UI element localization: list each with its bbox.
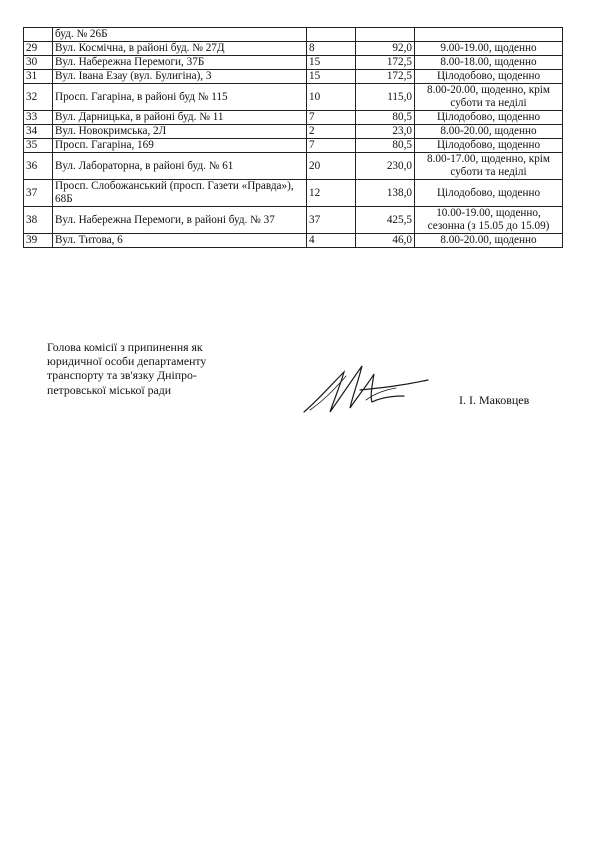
spaces-count-cell [307, 28, 356, 42]
spaces-count-cell: 7 [307, 139, 356, 153]
row-number-cell [24, 28, 53, 42]
row-number-cell: 33 [24, 111, 53, 125]
table-row [24, 28, 563, 42]
position-line: юридичної особи департаменту [47, 354, 207, 369]
hours-cell: Цілодобово, щоденно [415, 180, 563, 207]
signoff-position [47, 340, 247, 397]
table-row [24, 153, 563, 180]
table-row [24, 139, 563, 153]
address-cell: Просп. Слобожанський (просп. Газети «Правда»), 68Б [53, 180, 307, 207]
handwritten-signature [300, 350, 430, 420]
table-row [24, 84, 563, 111]
address-cell: Вул. Набережна Перемоги, в районі буд. № 37 [53, 207, 307, 234]
area-cell: 425,5 [356, 207, 415, 234]
hours-cell: Цілодобово, щоденно [415, 139, 563, 153]
row-number-cell: 39 [24, 234, 53, 248]
hours-cell: 8.00-17.00, щоденно, крім суботи та неділі [415, 153, 563, 180]
row-number-cell: 29 [24, 42, 53, 56]
spaces-count-cell: 15 [307, 70, 356, 84]
area-cell: 23,0 [356, 125, 415, 139]
row-number-cell: 38 [24, 207, 53, 234]
area-cell: 230,0 [356, 153, 415, 180]
area-cell: 46,0 [356, 234, 415, 248]
spaces-count-cell: 12 [307, 180, 356, 207]
position-line: Голова комісії з припинення як [47, 340, 203, 354]
hours-cell: 8.00-20.00, щоденно [415, 125, 563, 139]
table-row [24, 111, 563, 125]
address-cell: Вул. Івана Езау (вул. Булигіна), 3 [53, 70, 307, 84]
spaces-count-cell: 2 [307, 125, 356, 139]
address-cell: Просп. Гагаріна, в районі буд № 115 [53, 84, 307, 111]
hours-cell: 10.00-19.00, щоденно, сезонна (з 15.05 до 15.09) [415, 207, 563, 234]
parking-schedule-table [23, 27, 563, 248]
spaces-count-cell: 8 [307, 42, 356, 56]
table-row [24, 207, 563, 234]
address-cell: Вул. Космічна, в районі буд. № 27Д [53, 42, 307, 56]
hours-cell: 9.00-19.00, щоденно [415, 42, 563, 56]
row-number-cell: 37 [24, 180, 53, 207]
hours-cell: Цілодобово, щоденно [415, 111, 563, 125]
table-row [24, 70, 563, 84]
table-row [24, 234, 563, 248]
area-cell: 80,5 [356, 111, 415, 125]
hours-cell: 8.00-20.00, щоденно [415, 234, 563, 248]
hours-cell: Цілодобово, щоденно [415, 70, 563, 84]
area-cell: 138,0 [356, 180, 415, 207]
position-line: петровської міської ради [47, 382, 172, 397]
address-cell: буд. № 26Б [53, 28, 307, 42]
area-cell [356, 28, 415, 42]
row-number-cell: 32 [24, 84, 53, 111]
signer-name: І. І. Маковцев [459, 393, 530, 407]
table-row [24, 125, 563, 139]
address-cell: Вул. Лабораторна, в районі буд. № 61 [53, 153, 307, 180]
area-cell: 80,5 [356, 139, 415, 153]
address-cell: Вул. Новокримська, 2Л [53, 125, 307, 139]
address-cell: Вул. Титова, 6 [53, 234, 307, 248]
spaces-count-cell: 15 [307, 56, 356, 70]
spaces-count-cell: 20 [307, 153, 356, 180]
row-number-cell: 30 [24, 56, 53, 70]
hours-cell: 8.00-18.00, щоденно [415, 56, 563, 70]
table-body [24, 28, 563, 248]
spaces-count-cell: 37 [307, 207, 356, 234]
address-cell: Вул. Набережна Перемоги, 37Б [53, 56, 307, 70]
address-cell: Просп. Гагаріна, 169 [53, 139, 307, 153]
area-cell: 92,0 [356, 42, 415, 56]
area-cell: 172,5 [356, 70, 415, 84]
position-line: транспорту та зв'язку Дніпро- [47, 368, 197, 383]
hours-cell [415, 28, 563, 42]
row-number-cell: 34 [24, 125, 53, 139]
table-row [24, 42, 563, 56]
row-number-cell: 35 [24, 139, 53, 153]
row-number-cell: 31 [24, 70, 53, 84]
table-row [24, 56, 563, 70]
table-row [24, 180, 563, 207]
spaces-count-cell: 7 [307, 111, 356, 125]
row-number-cell: 36 [24, 153, 53, 180]
area-cell: 172,5 [356, 56, 415, 70]
address-cell: Вул. Дарницька, в районі буд. № 11 [53, 111, 307, 125]
spaces-count-cell: 4 [307, 234, 356, 248]
hours-cell: 8.00-20.00, щоденно, крім суботи та неділі [415, 84, 563, 111]
area-cell: 115,0 [356, 84, 415, 111]
spaces-count-cell: 10 [307, 84, 356, 111]
